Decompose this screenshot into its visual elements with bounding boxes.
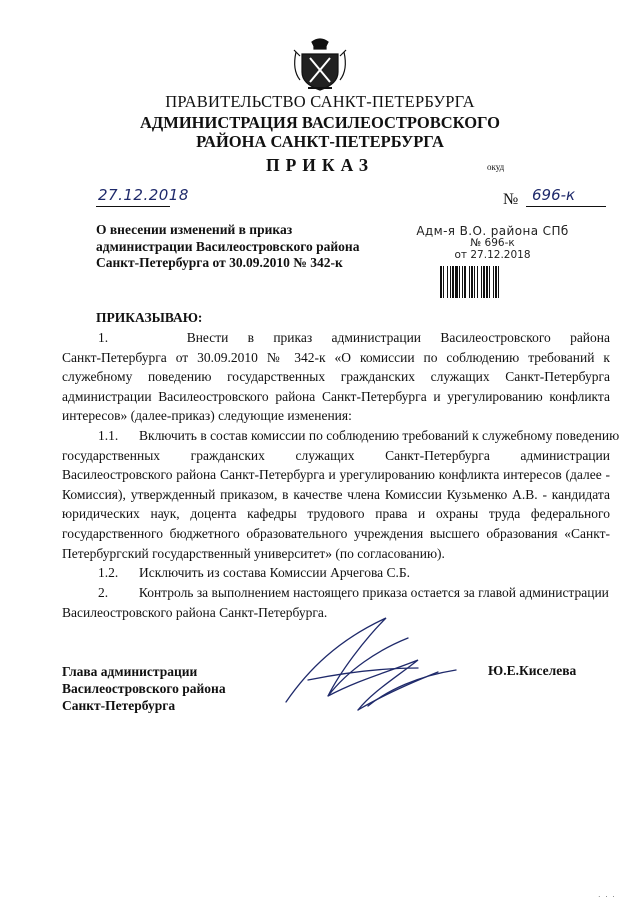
paragraph-1-2 [62,563,610,583]
barcode-bar [471,266,473,298]
barcode-icon [440,266,550,298]
paragraph-1-1 [62,426,620,563]
handwritten-number: 696-к [532,186,576,204]
word: Василеостровского [440,330,551,345]
order-heading: ПРИКАЗЫВАЮ: [96,310,203,325]
signatory-name: Ю.Е.Киселева [488,663,577,678]
paragraph-1-2-line [62,563,610,583]
paragraph-2-number: 2. [98,585,109,600]
handwritten-date: 27.12.2018 [98,186,189,204]
paragraph-2-body: Василеостровского района Санкт-Петербурга. [62,604,328,620]
barcode-bar [455,266,458,298]
administration-line-1: АДМИНИСТРАЦИЯ ВАСИЛЕОСТРОВСКОГО [140,113,500,132]
barcode-bar [462,266,463,298]
barcode-bar [459,266,460,298]
paragraph-1 [62,328,610,426]
subject-line-3: Санкт-Петербурга от 30.09.2010 № 342-к [96,255,343,270]
paragraph-1-1-first-text: Включить в состав комиссии по соблюдению требований к служебному поведению [139,428,620,443]
date-underline [96,206,170,207]
paragraph-1-first-line [62,328,610,348]
barcode-bar [493,266,494,298]
subject-line-1: О внесении изменений в приказ [96,222,293,237]
stamp-line-1: Адм-я В.О. района СПб [416,224,569,238]
barcode-bar [498,266,499,298]
barcode-bar [474,266,475,298]
paragraph-1-2-number: 1.2. [98,565,119,580]
barcode-bar [495,266,497,298]
signatory-title-line-1: Глава администрации [62,664,198,679]
barcode-bar [452,266,454,298]
barcode-bar [483,266,485,298]
paragraph-1-2-text: Исключить из состава Комиссии Арчегова С.Б. [139,565,411,580]
paragraph-1-number: 1. [98,330,109,345]
administration-name [0,113,640,151]
barcode-bar [486,266,488,298]
signatory-title-line-3: Санкт-Петербурга [62,698,176,713]
document-type-title: ПРИКАЗ [265,155,375,175]
stamp-line-2: № 696-к [470,237,515,249]
paragraph-2-first-text: Контроль за выполнением настоящего приказа остается за главой администрации [138,585,609,600]
paragraph-1-1-first-line [62,426,620,446]
word: администрации [331,330,422,345]
barcode-bar [469,266,470,298]
number-underline [526,206,606,207]
document-subject [96,222,386,272]
paragraph-2-first-line [62,583,610,603]
barcode-bar [440,266,442,298]
okud-label: окуд [487,162,505,172]
number-label: № [503,191,519,208]
word: приказ [273,330,313,345]
barcode-bar [447,266,448,298]
word: в [247,330,255,345]
barcode-bar [477,266,478,298]
barcode-bar [450,266,451,298]
signatory-title-line-2: Василеостровского района [62,681,226,696]
word: района [570,330,610,345]
barcode-bar [464,266,466,298]
signatory-title [62,663,226,714]
corner-mark: . . . [598,890,616,899]
paragraph-1-1-number: 1.1. [98,428,119,443]
handwritten-signature [268,610,468,720]
subject-line-2: администрации Василеостровского района [96,238,360,254]
barcode-bar [489,266,490,298]
government-name: ПРАВИТЕЛЬСТВО САНКТ-ПЕТЕРБУРГА [165,92,475,111]
paragraph-1-body: Санкт-Петербурга от 30.09.2010 № 342-к «О комиссии по соблюдению требований к служебному поведению государственных гражданских служащих Санкт-Петербурга администрации Василеостровского района Санкт-Петербурга и урегулированию конфликта интересов» (далее-приказ) следующие изменения: [62,349,610,424]
coat-of-arms-icon [290,36,350,94]
barcode-bar [481,266,482,298]
administration-line-2: РАЙОНА САНКТ-ПЕТЕРБУРГА [196,132,444,151]
paragraph-1-1-body: государственных гражданских служащих Санкт-Петербурга администрации Василеостровского района Санкт-Петербурга и урегулированию конфликта интересов (далее - Комиссия), утвержденный приказом, в качестве члена Комиссии Кузьменко А.В. - кандидата юридических наук, доцента кафедры трудового права и охраны труда федерального государственного бюджетного образовательного учреждения высшего образования «Санкт-Петербургский государственный университет» (по согласованию). [62,447,610,561]
word: Внести [186,330,229,345]
barcode-bar [443,266,444,298]
registration-stamp [405,225,580,261]
stamp-line-3: от 27.12.2018 [454,249,531,261]
